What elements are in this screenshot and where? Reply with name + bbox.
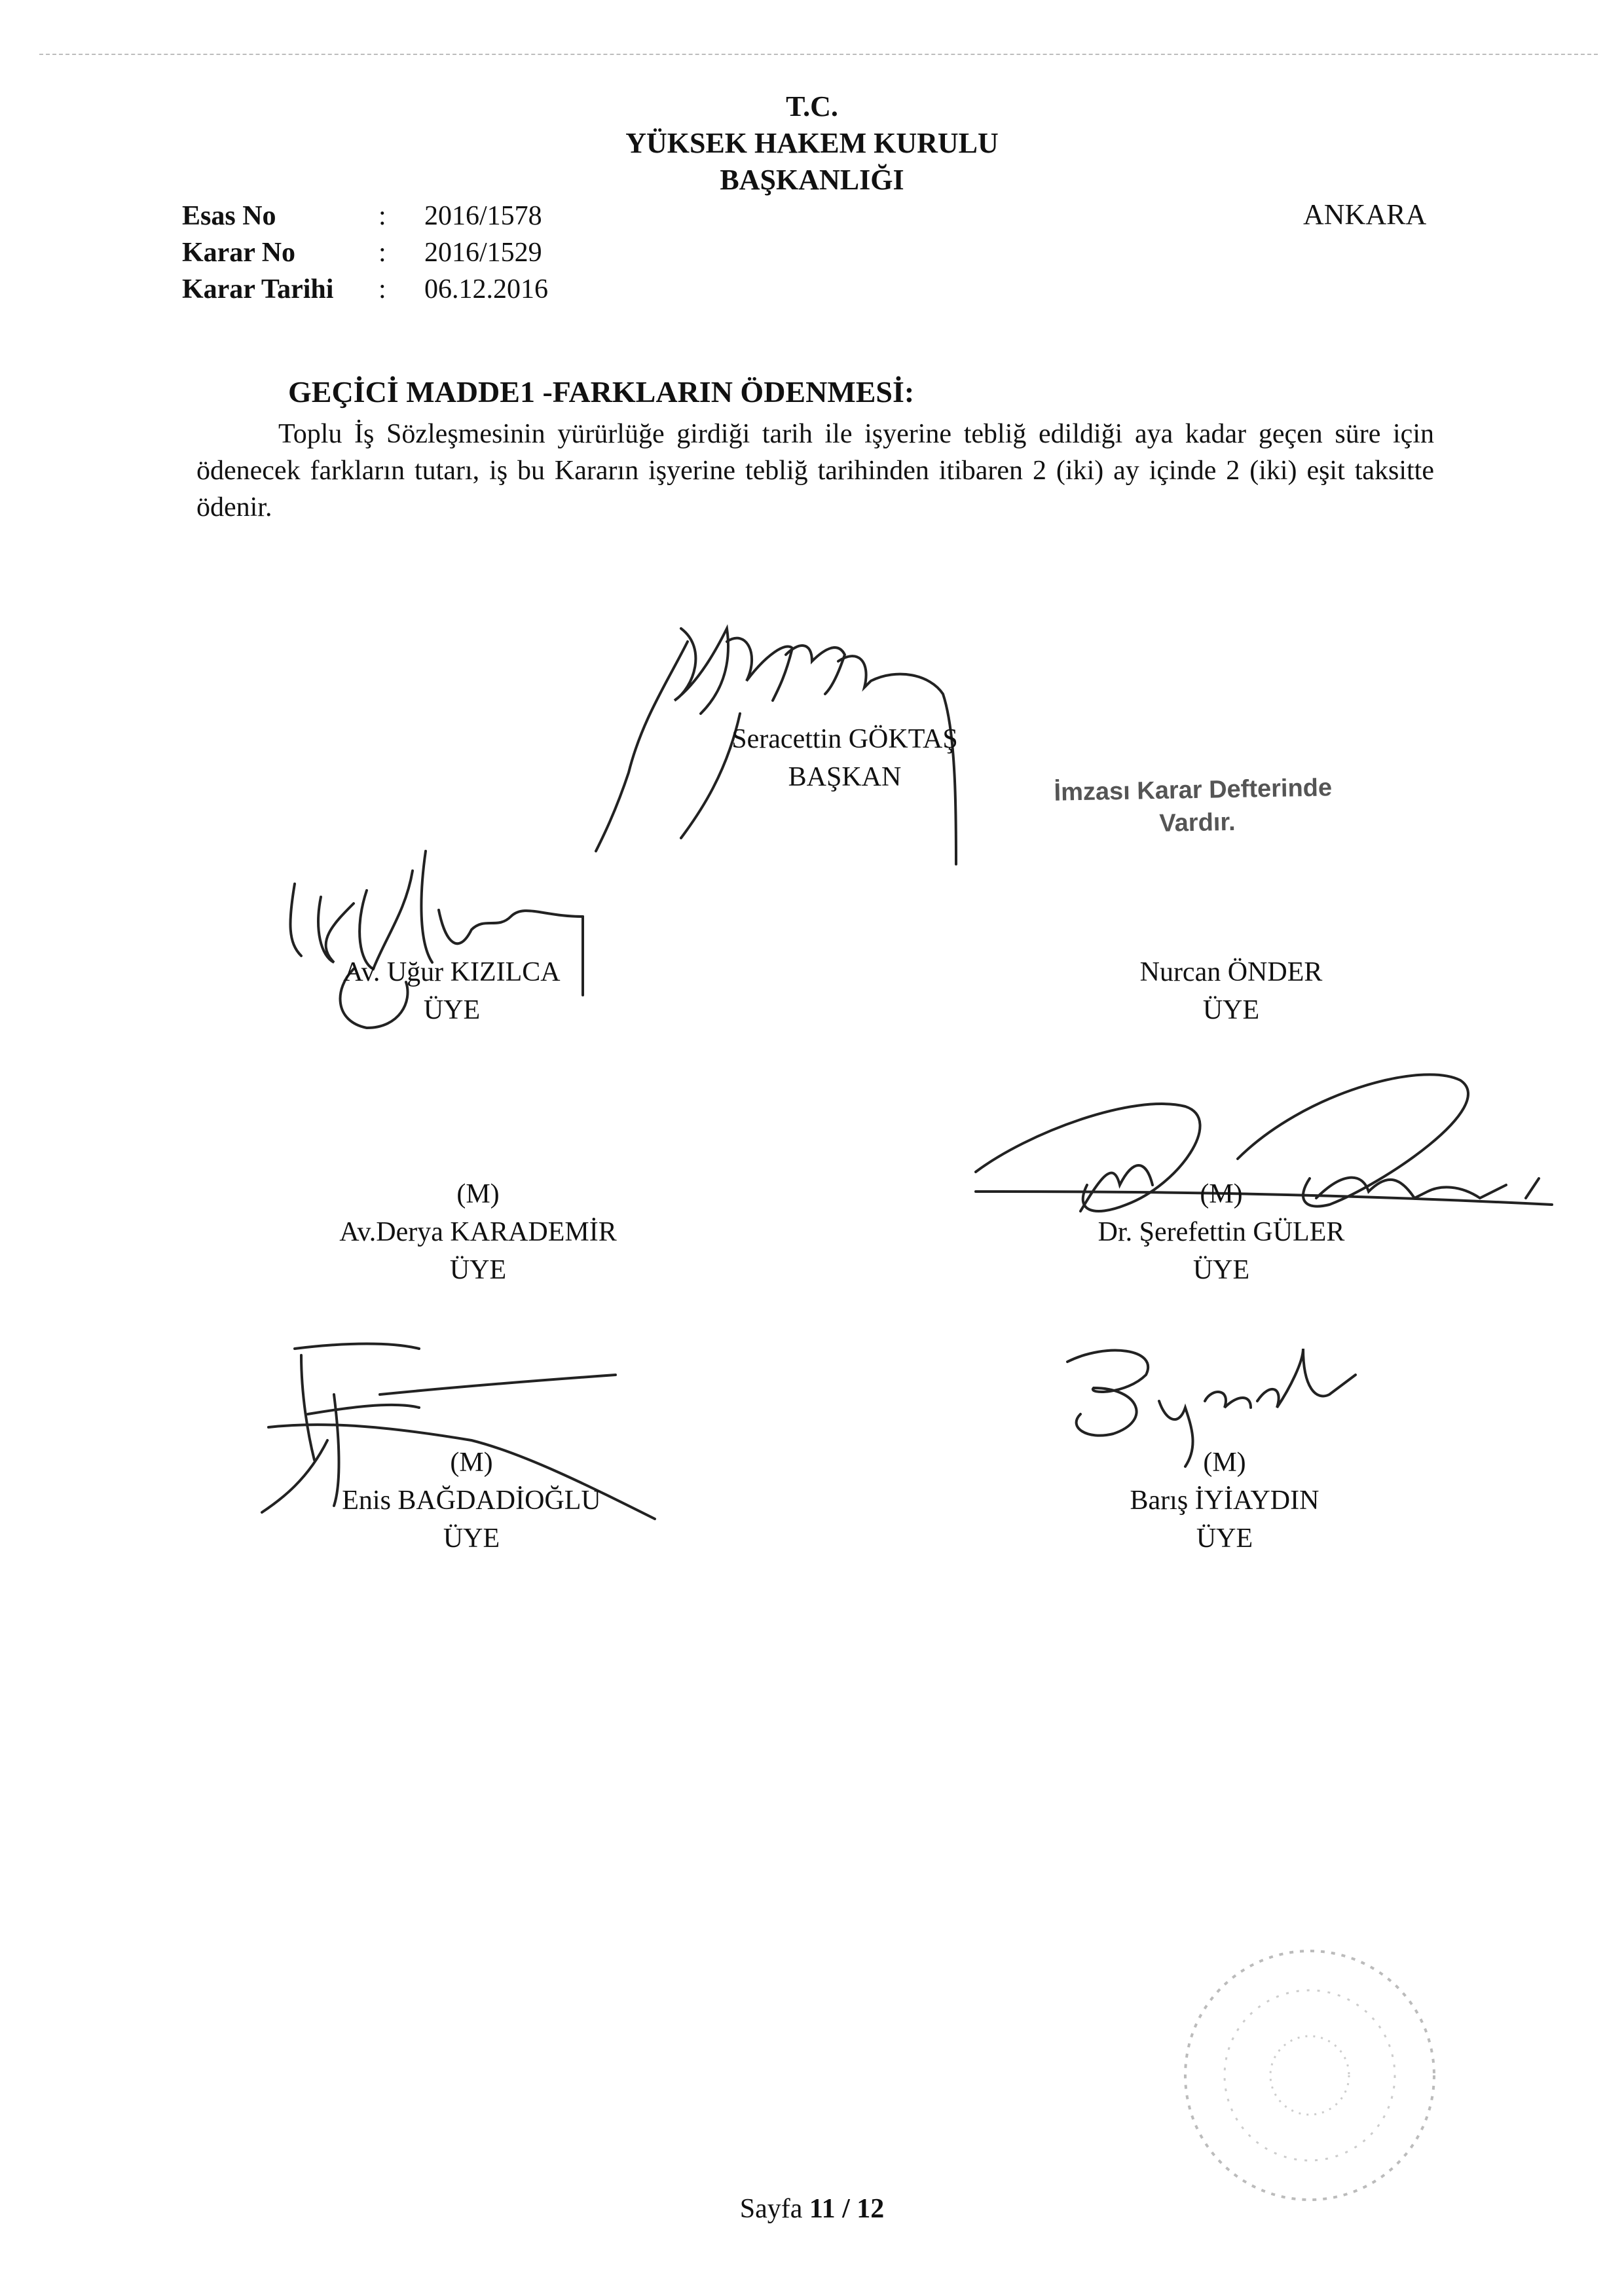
nurcan-name: Nurcan ÖNDER	[1139, 957, 1323, 987]
article-title: GEÇİCİ MADDE1 -FARKLARIN ÖDENMESİ:	[288, 375, 915, 409]
ugur-block	[223, 953, 681, 1029]
footer-page-number: 11 / 12	[809, 2194, 885, 2224]
article-body	[196, 416, 1434, 526]
official-seal	[1172, 1938, 1447, 2213]
header-presidency: BAŞKANLIĞI	[720, 164, 904, 196]
enis-role: ÜYE	[443, 1523, 500, 1554]
karar-separator: :	[378, 238, 386, 268]
nurcan-block	[1002, 953, 1460, 1029]
tarih-separator: :	[378, 274, 386, 304]
derya-block	[249, 1175, 707, 1289]
stamp-note-line2: Vardır.	[1159, 808, 1236, 837]
baris-name: Barış İYİAYDIN	[1130, 1485, 1320, 1516]
signature-on-file-note	[1054, 771, 1333, 841]
ugur-role: ÜYE	[423, 995, 481, 1025]
serefettin-mark: (M)	[1200, 1179, 1243, 1209]
meta-row-esas	[182, 198, 548, 234]
serefettin-name: Dr. Şerefettin GÜLER	[1098, 1217, 1345, 1247]
footer-prefix: Sayfa	[739, 2194, 803, 2224]
header-tc: T.C.	[786, 90, 838, 122]
tarih-value: 06.12.2016	[424, 274, 548, 304]
karar-label: Karar No	[182, 238, 296, 268]
karar-value: 2016/1529	[424, 238, 542, 268]
president-block	[616, 720, 1074, 796]
enis-mark: (M)	[450, 1448, 493, 1478]
esas-label: Esas No	[182, 201, 276, 231]
derya-mark: (M)	[456, 1179, 500, 1209]
serefettin-role: ÜYE	[1192, 1255, 1250, 1285]
nurcan-role: ÜYE	[1202, 995, 1260, 1025]
enis-name: Enis BAĞDADİOĞLU	[342, 1485, 601, 1516]
ugur-name: Av. Uğur KIZILCA	[343, 957, 561, 987]
president-role: BAŞKAN	[788, 762, 902, 792]
esas-separator: :	[378, 201, 386, 231]
header-institution: YÜKSEK HAKEM KURULU	[625, 127, 999, 159]
meta-block	[182, 198, 548, 308]
baris-role: ÜYE	[1196, 1523, 1253, 1554]
enis-block	[242, 1444, 701, 1558]
baris-block	[995, 1444, 1454, 1558]
president-name: Seracettin GÖKTAŞ	[731, 724, 958, 754]
derya-role: ÜYE	[449, 1255, 507, 1285]
serefettin-block	[992, 1175, 1450, 1289]
page-footer	[0, 2193, 1624, 2225]
esas-value: 2016/1578	[424, 201, 542, 231]
stamp-note-line1: İmzası Karar Defterinde	[1054, 774, 1333, 807]
city: ANKARA	[1303, 198, 1427, 230]
scan-top-edge-line	[39, 54, 1598, 55]
meta-row-karar	[182, 234, 548, 271]
baris-mark: (M)	[1203, 1448, 1246, 1478]
meta-row-tarih	[182, 271, 548, 308]
article-body-text: Toplu İş Sözleşmesinin yürürlüğe girdiği tarih ile işyerine tebliğ edildiği aya kadar geçen süre için ödenecek farkların tutarı, iş bu Kararın işyerine tebliğ tarihinden itibaren 2 (iki) ay içinde 2 (iki) eşit taksitte ödenir.	[196, 419, 1434, 522]
tarih-label: Karar Tarihi	[182, 274, 334, 304]
derya-name: Av.Derya KARADEMİR	[339, 1217, 617, 1247]
